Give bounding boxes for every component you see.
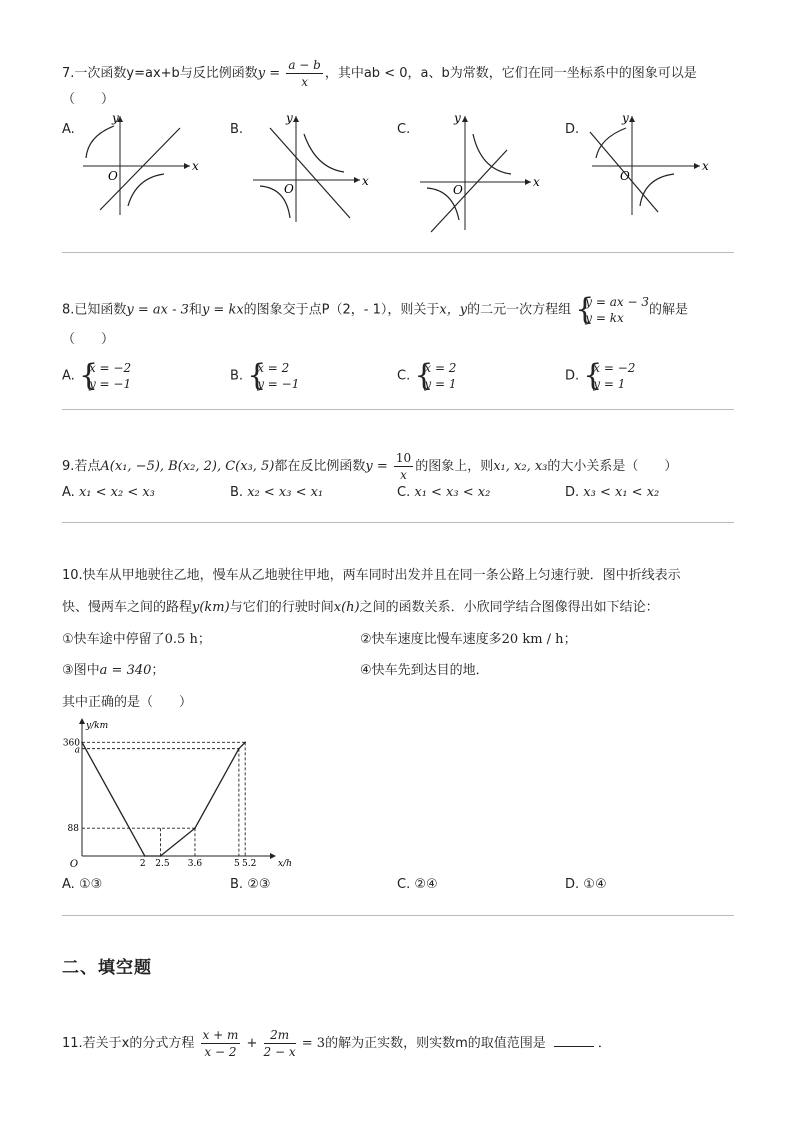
q8-option-c-label: C. bbox=[397, 368, 411, 384]
q8-stem bbox=[62, 294, 688, 326]
q11-fraction-2 bbox=[264, 1027, 296, 1060]
q10-option-d[interactable] bbox=[565, 877, 607, 892]
q10-option-d-text: ①④ bbox=[583, 877, 607, 892]
q10-line2-pre: 快、慢两车之间的路程 bbox=[62, 600, 193, 615]
q8-option-d-system: { x = −2 y = 1 bbox=[583, 358, 636, 393]
q9-option-d-text: x₃ < x₁ < x₂ bbox=[583, 485, 660, 500]
q9-stem bbox=[62, 450, 677, 483]
q11-end: ． bbox=[597, 1036, 611, 1051]
q9-option-c-text: x₁ < x₃ < x₂ bbox=[414, 485, 491, 500]
chart-axes bbox=[79, 718, 276, 859]
q7-a-curve-1 bbox=[86, 126, 114, 158]
q8-option-b-system: { x = 2 y = −1 bbox=[247, 358, 300, 393]
q8-and: 和 bbox=[188, 302, 202, 318]
q8-option-b[interactable] bbox=[230, 360, 299, 392]
q10-option-c-text: ②④ bbox=[414, 877, 438, 892]
section-title-fill-in: 二、填空题 bbox=[62, 958, 152, 978]
q8-post: 的解是 bbox=[648, 302, 688, 318]
q7-a-axis-x: x bbox=[192, 159, 199, 173]
q11-answer-blank[interactable] bbox=[554, 1034, 594, 1047]
series-point-4 bbox=[238, 748, 240, 750]
q10-c2-pre: ②快车速度比慢车速度多 bbox=[360, 632, 502, 647]
q7-fraction bbox=[286, 57, 323, 90]
series-point-2 bbox=[160, 855, 162, 857]
q8-option-c-row-2: y = 1 bbox=[424, 377, 457, 391]
x-axis-label: x/h bbox=[278, 859, 292, 869]
q7-a-axis-y: y bbox=[112, 111, 119, 125]
q8-option-b-label: B. bbox=[230, 368, 244, 384]
q7-b-axis-y: y bbox=[286, 111, 293, 125]
q7-graph-c bbox=[415, 110, 545, 235]
q10-line-2 bbox=[62, 598, 659, 618]
q10-conclusion-2 bbox=[360, 630, 577, 650]
q9-points: A(x₁, −5), B(x₂, 2), C(x₃, 5) bbox=[100, 459, 275, 474]
y-axis-label: y/km bbox=[86, 721, 109, 731]
q8-sys-row-1: y = ax − 3 bbox=[585, 295, 649, 309]
q10-option-d-label: D. bbox=[565, 877, 580, 892]
q8-option-c-row-1: x = 2 bbox=[424, 361, 457, 375]
q10-conclusion-3 bbox=[62, 661, 164, 681]
q8-option-c-system: { x = 2 y = 1 bbox=[414, 358, 457, 393]
divider-q7 bbox=[62, 252, 734, 253]
q7-c-axis-x: x bbox=[533, 175, 540, 189]
q8-option-a-row-1: x = −2 bbox=[88, 361, 132, 375]
q7-paren: （ ） bbox=[62, 92, 115, 107]
q7-stem-post: ，其中ab < 0，a、b为常数，它们在同一坐标系中的图象可以是 bbox=[324, 66, 697, 81]
series-line bbox=[82, 742, 245, 856]
q10-c1-post: ； bbox=[197, 632, 211, 647]
q7-d-origin: O bbox=[620, 169, 630, 183]
q10-line2-var1: y(km) bbox=[192, 600, 230, 615]
q8-option-d-row-2: y = 1 bbox=[593, 377, 626, 391]
origin-label: O bbox=[69, 859, 79, 870]
q11-eq: = 3 bbox=[301, 1036, 326, 1051]
q10-option-a-text: ①③ bbox=[78, 877, 103, 892]
q8-function-2: y = kx bbox=[201, 302, 244, 318]
series-point-5 bbox=[244, 742, 246, 744]
y-tick-88: 88 bbox=[67, 824, 79, 835]
q7-c-line bbox=[431, 150, 507, 232]
q8-option-b-row-1: x = 2 bbox=[257, 361, 290, 375]
chart-guides bbox=[82, 742, 245, 856]
q7-option-c-label[interactable]: C. bbox=[397, 122, 411, 137]
q7-c-curve-1 bbox=[473, 134, 511, 174]
q9-option-c[interactable] bbox=[397, 485, 490, 500]
q11-fraction-1 bbox=[201, 1027, 241, 1060]
q8-stem-pre: 8.已知函数 bbox=[62, 302, 127, 318]
q7-graph-d bbox=[582, 110, 712, 220]
q8-vars: x，y bbox=[439, 302, 468, 318]
q7-b-axis-x: x bbox=[362, 174, 369, 188]
q8-mid2: ，则关于 bbox=[387, 302, 440, 318]
q7-y-eq: y = bbox=[257, 66, 281, 81]
q7-graph-a bbox=[78, 110, 198, 220]
series-point-3 bbox=[194, 827, 196, 829]
q10-c2-val: 20 km / h bbox=[501, 632, 564, 647]
q7-d-line bbox=[590, 132, 658, 212]
q9-stem-pre: 9.若点 bbox=[62, 459, 101, 474]
q11-f2-den: 2 − x bbox=[263, 1045, 296, 1059]
q11-f2-num: 2m bbox=[264, 1027, 296, 1044]
q7-b-origin: O bbox=[284, 182, 294, 196]
q7-d-axis-y: y bbox=[622, 111, 629, 125]
q7-c-origin: O bbox=[453, 183, 463, 197]
q10-c2-post: ； bbox=[563, 632, 577, 647]
q9-mid2: 的图象上，则 bbox=[415, 459, 494, 474]
q8-option-a[interactable] bbox=[62, 360, 131, 392]
q7-stem bbox=[62, 57, 697, 90]
q7-d-curve-2 bbox=[640, 174, 674, 206]
q10-distance-time-chart bbox=[60, 716, 292, 872]
q10-option-b-text: ②③ bbox=[247, 877, 271, 892]
q7-option-b-label[interactable]: B. bbox=[230, 122, 244, 137]
y-tick-a: a bbox=[74, 745, 80, 756]
series-point-0 bbox=[81, 742, 83, 744]
q10-option-c[interactable] bbox=[397, 877, 438, 892]
q10-c1-pre: ①快车途中停留了 bbox=[62, 632, 165, 647]
q11-post: 的解为正实数，则实数m的取值范围是 bbox=[325, 1036, 546, 1051]
q8-option-a-label: A. bbox=[62, 368, 75, 384]
q9-mid: 都在反比例函数 bbox=[274, 459, 366, 474]
q8-option-d-row-1: x = −2 bbox=[593, 361, 636, 375]
chart-series bbox=[81, 742, 246, 857]
q7-c-axis-y: y bbox=[454, 111, 461, 125]
q10-option-c-label: C. bbox=[397, 877, 411, 892]
q7-stem-pre: 7.一次函数y=ax+b与反比例函数 bbox=[62, 66, 258, 81]
divider-q9 bbox=[62, 522, 734, 523]
q11-f1-num: x + m bbox=[202, 1028, 239, 1042]
q7-a-curve-2 bbox=[128, 174, 164, 206]
q9-fraction bbox=[394, 450, 413, 483]
q7-b-line bbox=[270, 128, 350, 218]
q11-plus: + bbox=[246, 1036, 258, 1051]
q10-ask: 其中正确的是（ ） bbox=[62, 695, 193, 710]
q8-mid: 的图象交于点 bbox=[243, 302, 322, 318]
q7-d-axis-x: x bbox=[702, 159, 709, 173]
y-axis-arrow bbox=[79, 718, 85, 724]
x-tick-2: 3.6 bbox=[187, 859, 203, 869]
q10-option-a-label: A. bbox=[62, 877, 75, 892]
q8-option-d[interactable] bbox=[565, 360, 635, 392]
q10-line-1: 10.快车从甲地驶往乙地，慢车从乙地驶往甲地，两车同时出发并且在同一条公路上匀速行驶．图中折线表示 bbox=[62, 568, 681, 583]
q9-option-b-text: x₂ < x₃ < x₁ bbox=[247, 485, 324, 500]
q7-a-origin: O bbox=[108, 169, 118, 183]
q11-stem-pre: 11.若关于x的分式方程 bbox=[62, 1036, 195, 1051]
q7-frac-num: a − b bbox=[288, 58, 321, 72]
q8-option-a-system: { x = −2 y = −1 bbox=[78, 358, 132, 393]
q7-graph-b bbox=[248, 110, 378, 225]
x-tick-4: 5.2 bbox=[242, 859, 257, 869]
q11-f1-den: x − 2 bbox=[204, 1045, 237, 1059]
q10-conclusion-4: ④快车先到达目的地． bbox=[360, 663, 489, 678]
q9-option-a-label: A. bbox=[62, 485, 75, 500]
q10-option-a[interactable] bbox=[62, 877, 102, 892]
q8-equation-system: { y = ax − 3 y = kx bbox=[575, 292, 649, 327]
q9-option-d-label: D. bbox=[565, 485, 580, 500]
q8-option-b-row-2: y = −1 bbox=[257, 377, 300, 391]
q7-option-a-label[interactable]: A. bbox=[62, 122, 75, 137]
q7-b-curve-1 bbox=[304, 134, 344, 172]
x-tick-1: 2.5 bbox=[155, 859, 170, 869]
q7-option-d-label[interactable]: D. bbox=[565, 122, 580, 137]
divider-q8 bbox=[62, 409, 734, 410]
q10-c3-val: a = 340 bbox=[99, 663, 152, 678]
q9-frac-den: x bbox=[400, 468, 407, 482]
divider-q10 bbox=[62, 915, 734, 916]
q9-post: 的大小关系是（ ） bbox=[547, 459, 678, 474]
q10-c3-post: ； bbox=[151, 663, 165, 678]
q10-c1-val: 0.5 h bbox=[164, 632, 198, 647]
q9-y-eq: y = bbox=[365, 459, 388, 474]
q10-line2-var2: x(h) bbox=[333, 600, 360, 615]
q8-paren: （ ） bbox=[62, 332, 115, 347]
q10-conclusion-1 bbox=[62, 630, 211, 650]
y-tick-360: 360 bbox=[62, 738, 80, 749]
q8-point: P（2，- 1） bbox=[321, 302, 388, 318]
chart-labels bbox=[63, 721, 292, 870]
q9-option-c-label: C. bbox=[397, 485, 411, 500]
q10-c3-pre: ③图中 bbox=[62, 663, 100, 678]
q8-option-c[interactable] bbox=[397, 360, 456, 392]
q7-d-curve-1 bbox=[596, 128, 626, 158]
q9-option-b[interactable] bbox=[230, 485, 323, 500]
q11-stem bbox=[62, 1027, 611, 1060]
q8-mid3: 的二元一次方程组 bbox=[467, 302, 572, 318]
q10-option-b-label: B. bbox=[230, 877, 244, 892]
q7-frac-den: x bbox=[301, 75, 308, 89]
q8-sys-row-2: y = kx bbox=[585, 311, 624, 325]
q9-vars: x₁, x₂, x₃ bbox=[493, 459, 548, 474]
x-tick-0: 2 bbox=[139, 859, 146, 869]
q8-function-1: y = ax - 3 bbox=[126, 302, 189, 318]
q9-option-d[interactable] bbox=[565, 485, 659, 500]
q10-option-b[interactable] bbox=[230, 877, 271, 892]
q10-line2-post: 之间的函数关系．小欣同学结合图像得出如下结论： bbox=[359, 600, 659, 615]
series-point-1 bbox=[144, 855, 146, 857]
q8-option-d-label: D. bbox=[565, 368, 580, 384]
x-axis-arrow bbox=[270, 853, 276, 859]
q9-frac-num: 10 bbox=[395, 451, 412, 465]
x-tick-3: 5 bbox=[234, 859, 240, 869]
q10-line2-mid: 与它们的行驶时间 bbox=[229, 600, 334, 615]
q8-option-a-row-2: y = −1 bbox=[88, 377, 132, 391]
q9-option-a-text: x₁ < x₂ < x₃ bbox=[78, 485, 155, 500]
q9-option-a[interactable] bbox=[62, 485, 155, 500]
q9-option-b-label: B. bbox=[230, 485, 244, 500]
